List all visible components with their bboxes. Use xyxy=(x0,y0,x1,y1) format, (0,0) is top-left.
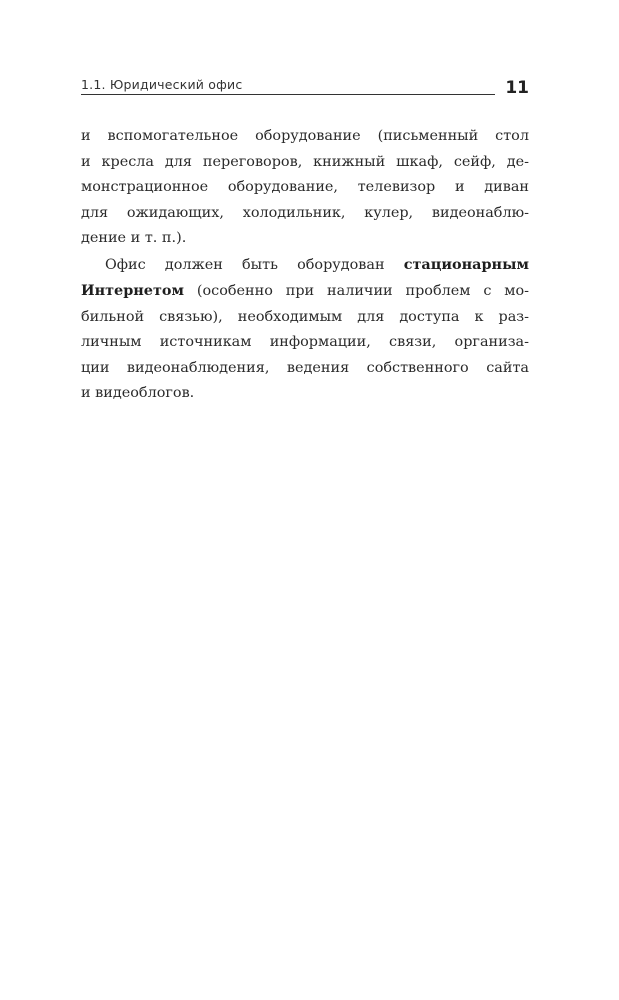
text-line xyxy=(81,252,529,279)
page-number: 11 xyxy=(505,78,529,98)
text-line: и вспомогательное оборудование (письменный стол xyxy=(81,128,529,144)
running-head xyxy=(81,74,529,104)
text-line: личным источникам информации, связи, организа- xyxy=(81,334,529,350)
text-line: монстрационное оборудование, телевизор и диван xyxy=(81,179,529,195)
paragraph-1 xyxy=(81,124,529,252)
text-line: для ожидающих, холодильник, кулер, видеонаблю- xyxy=(81,204,529,221)
text-run: Офис должен быть оборудован xyxy=(105,256,404,273)
text-line: и видеоблогов. xyxy=(81,385,195,401)
text-line: бильной связью), необходимым для доступа к раз- xyxy=(81,308,529,325)
text-line: дение и т. п.). xyxy=(81,230,187,246)
header-rule xyxy=(81,94,495,95)
text-run: (особенно при наличии проблем с мо- xyxy=(183,283,529,299)
text-line: ции видеонаблюдения, ведения собственного сайта xyxy=(81,359,529,376)
paragraph-2 xyxy=(81,252,529,407)
bold-term: стационарным xyxy=(403,255,529,273)
text-line: и кресла для переговоров, книжный шкаф, сейф, де- xyxy=(81,153,529,170)
body-text xyxy=(81,124,529,407)
text-line xyxy=(81,278,529,305)
running-head-title: 1.1. Юридический офис xyxy=(81,77,243,92)
bold-term: Интернетом xyxy=(81,282,184,299)
